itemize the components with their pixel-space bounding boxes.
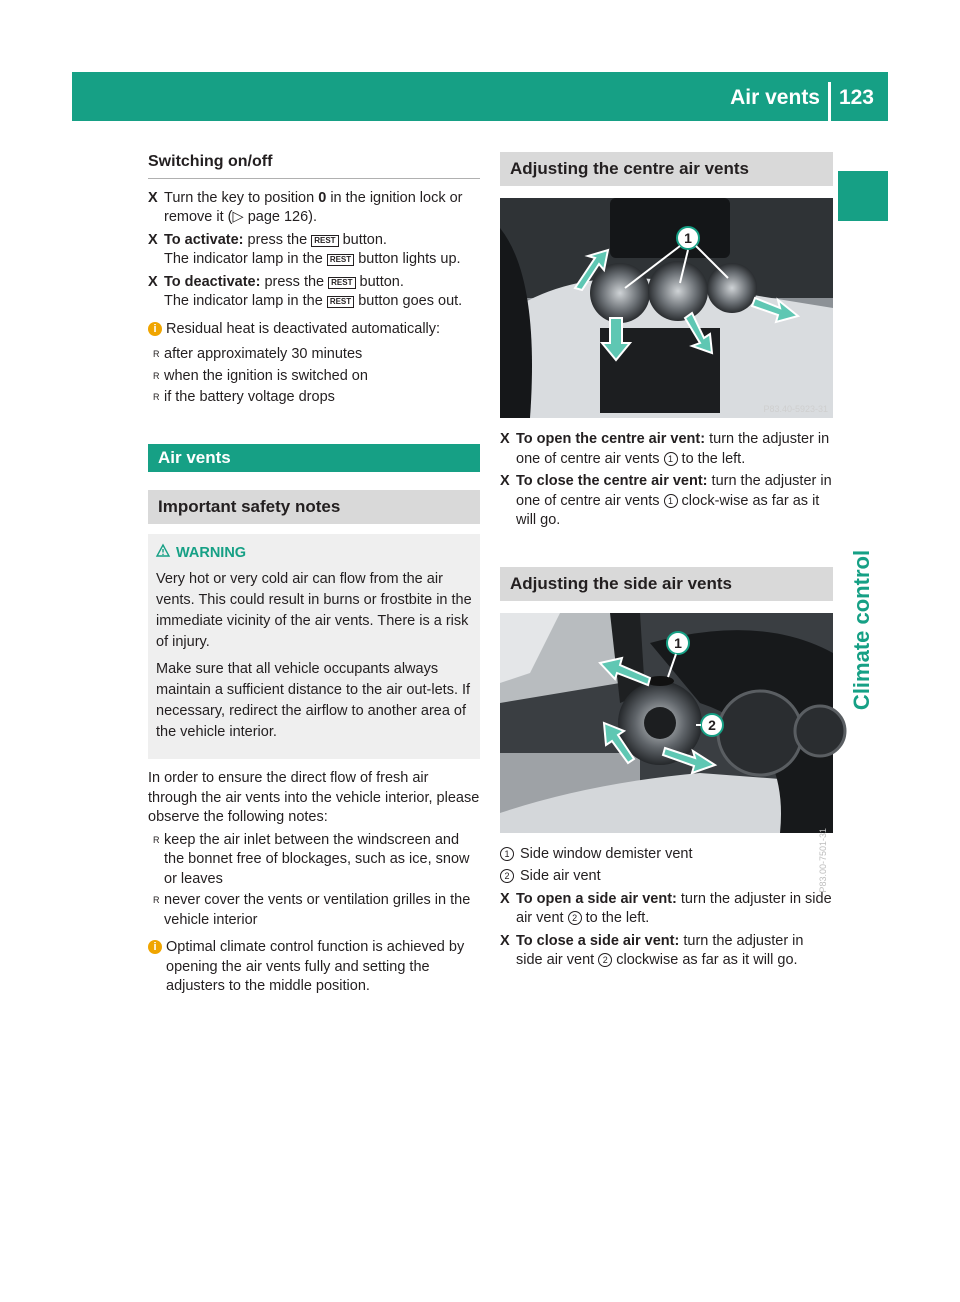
header-separator [828, 82, 831, 121]
step-text: button. [359, 273, 404, 290]
intro-paragraph: In order to ensure the direct flow of fresh air through the air vents into the vehicle interior, please observe the following notes: [148, 770, 480, 825]
step-text: in the ignition lock or remove it ( [164, 189, 463, 225]
step-marker: X [500, 890, 510, 907]
step-marker: X [500, 431, 510, 447]
header-title: Air vents [730, 86, 820, 109]
step-text: turn the adjuster in side air vent [516, 890, 832, 926]
step-text: press the [264, 273, 325, 290]
list-item-text: if the battery voltage drops [164, 389, 335, 405]
step-text: turn the adjuster in one of centre air vents [516, 431, 830, 467]
position-value: 0 [318, 189, 327, 206]
callout-1: 1 [674, 634, 682, 651]
list-item-text: keep the air inlet between the windscreen and the bonnet free of blockages, such as ice, snow or leaves [164, 831, 470, 887]
list-item-text: never cover the vents or ventilation grilles in the vehicle interior [164, 892, 471, 928]
info-icon: i [148, 940, 162, 954]
open-centre-label: To open the centre air vent: [516, 431, 706, 447]
safety-notes-heading: Important safety notes [148, 490, 480, 524]
close-side-label: To close a side air vent: [516, 932, 680, 949]
list-item [148, 831, 480, 890]
list-item [148, 345, 480, 365]
warning-header [156, 544, 472, 564]
list-item-text: after approximately 30 minutes [164, 346, 363, 362]
callout-1: 1 [684, 230, 692, 246]
page-header [72, 72, 888, 121]
photo-code: P83.40-5923-31 [763, 404, 828, 414]
switching-title: Switching on/off [148, 152, 480, 179]
centre-vents-photo [500, 198, 833, 418]
page-ref-link[interactable]: page 126). [247, 209, 318, 225]
step-text: The indicator lamp in the [164, 293, 323, 309]
step-open-side [500, 890, 833, 929]
info-text: Optimal climate control function is achieved by opening the air vents fully and setting the adjusters to the middle position. [166, 939, 465, 994]
step-text: turn the adjuster in side air vent [516, 932, 804, 968]
list-item [148, 388, 480, 408]
warning-label: WARNING [176, 544, 247, 561]
residual-heat-note [148, 320, 480, 340]
step-text: turn the adjuster in one of centre air vents [516, 473, 832, 509]
right-column [500, 152, 833, 974]
list-item [148, 367, 480, 387]
step-marker: X [500, 932, 510, 949]
callout-ref: 2 [598, 953, 612, 967]
step-text: clock-wise as far as it will go. [516, 492, 820, 528]
step-close-side [500, 932, 833, 971]
photo-code: P83.00-7501-31 [818, 827, 828, 893]
step-activate [148, 231, 480, 270]
side-tab-label: Climate control [849, 549, 874, 711]
side-tab-marker [838, 171, 888, 221]
step-text: press the [247, 231, 308, 248]
step-text: button. [342, 231, 387, 248]
centre-vents-heading: Adjusting the centre air vents [500, 152, 833, 186]
callout-ref: 1 [664, 494, 678, 508]
bullet-marker: R [153, 349, 160, 359]
warning-text: Very hot or very cold air can flow from the air vents. This could result in burns or frostbite in the immediate vicinity of the air vents. There is a risk of injury. [156, 571, 472, 650]
optimal-climate-note [148, 938, 480, 997]
warning-triangle-icon [156, 544, 170, 564]
rest-key-icon: REST [327, 254, 354, 266]
legend-item [500, 867, 833, 887]
bullet-marker: R [153, 370, 160, 381]
callout-ref: 2 [568, 911, 582, 925]
callout-ref: 1 [664, 452, 678, 466]
side-vents-heading: Adjusting the side air vents [500, 567, 833, 601]
section-heading-air-vents: Air vents [148, 444, 480, 472]
step-close-centre [500, 472, 833, 531]
bullet-marker: R [153, 895, 160, 905]
step-text: Turn the key to position [164, 189, 315, 206]
step-text: The indicator lamp in the [164, 251, 323, 267]
open-side-label: To open a side air vent: [516, 890, 677, 907]
rest-key-icon: REST [328, 277, 355, 289]
page-number: 123 [838, 86, 874, 109]
step-deactivate [148, 273, 480, 312]
bullet-marker: R [153, 392, 160, 402]
step-marker: X [148, 273, 158, 290]
info-text: Residual heat is deactivated automatically: [166, 320, 441, 337]
step-text: button lights up. [358, 251, 461, 267]
legend-text: Side window demister vent [520, 845, 693, 862]
callout-2: 2 [708, 716, 716, 733]
legend-number: 2 [500, 869, 514, 883]
step-marker: X [148, 189, 158, 206]
legend-text: Side air vent [520, 868, 601, 884]
step-text: button goes out. [358, 293, 463, 309]
step-text: to the left. [585, 910, 650, 926]
step-text: to the left. [681, 450, 746, 467]
rest-key-icon: REST [311, 235, 338, 247]
rest-key-icon: REST [327, 296, 354, 308]
warning-box [148, 534, 480, 760]
activate-label: To activate: [164, 231, 244, 248]
info-icon: i [148, 322, 162, 336]
legend-number: 1 [500, 847, 514, 861]
close-centre-label: To close the centre air vent: [516, 473, 708, 489]
step-open-centre [500, 430, 833, 469]
step-text: clockwise as far as it will go. [616, 952, 798, 968]
warning-text: Make sure that all vehicle occupants always maintain a sufficient distance to the air out-lets. If necessary, redirect the airflow to another area of the vehicle interior. [156, 661, 471, 740]
list-item-text: when the ignition is switched on [164, 367, 368, 384]
left-column [148, 152, 480, 1003]
deactivate-label: To deactivate: [164, 273, 261, 290]
step-marker: X [500, 473, 510, 489]
step-turn-key [148, 189, 480, 228]
step-marker: X [148, 231, 158, 248]
bullet-marker: R [153, 834, 160, 845]
page-ref-arrow-icon: ▷ [232, 209, 244, 225]
list-item [148, 891, 480, 930]
legend-item [500, 845, 833, 865]
